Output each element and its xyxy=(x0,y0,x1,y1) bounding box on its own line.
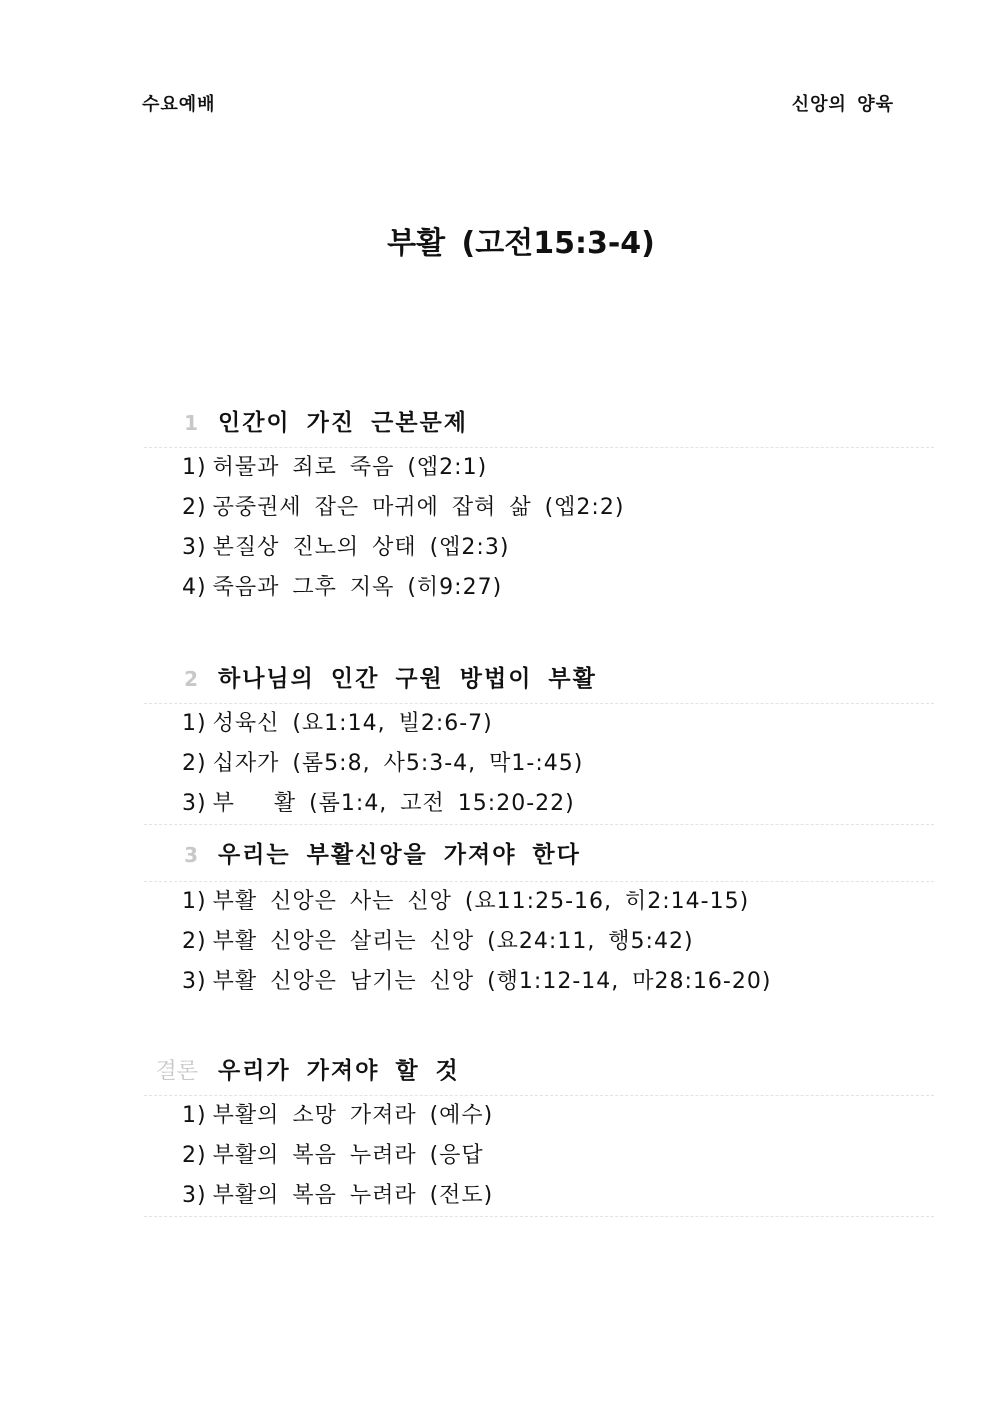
section-1 xyxy=(144,404,934,608)
list-item xyxy=(182,784,934,824)
list-item xyxy=(182,882,934,922)
item-number: 2) xyxy=(182,495,207,520)
conclusion-label: 결론 xyxy=(155,1059,198,1084)
section-number: 2 xyxy=(184,667,198,691)
section-2-heading xyxy=(144,660,934,704)
header-service-name: 수요예배 xyxy=(142,94,216,115)
section-title: 우리는 부활신앙을 가져야 한다 xyxy=(218,842,581,868)
section-title: 우리가 가져야 할 것 xyxy=(218,1058,460,1084)
list-item xyxy=(182,1136,934,1176)
section-1-items xyxy=(144,448,934,608)
item-number: 3) xyxy=(182,1183,207,1208)
section-conclusion xyxy=(144,1052,934,1217)
list-item xyxy=(182,528,934,568)
section-title: 하나님의 인간 구원 방법이 부활 xyxy=(218,666,597,692)
item-number: 2) xyxy=(182,1143,207,1168)
item-number: 4) xyxy=(182,575,207,600)
item-number: 1) xyxy=(182,711,207,736)
item-text: 공중권세 잡은 마귀에 잡혀 삶 (엡2:2) xyxy=(212,495,625,520)
item-number: 3) xyxy=(182,535,207,560)
item-text: 부활 신앙은 남기는 신앙 (행1:12-14, 마28:16-20) xyxy=(212,969,772,994)
item-text: 부 활 (롬1:4, 고전 15:20-22) xyxy=(212,791,575,816)
section-title: 인간이 가진 근본문제 xyxy=(218,410,468,436)
section-2-items xyxy=(144,704,934,825)
section-3-heading xyxy=(144,836,934,882)
item-number: 2) xyxy=(182,751,207,776)
conclusion-items xyxy=(144,1096,934,1217)
item-text: 부활의 복음 누려라 (전도) xyxy=(212,1183,494,1208)
item-text: 허물과 죄로 죽음 (엡2:1) xyxy=(212,455,488,480)
item-text: 부활의 소망 가져라 (예수) xyxy=(212,1103,494,1128)
list-item xyxy=(182,1176,934,1216)
section-3 xyxy=(144,836,934,1002)
list-item xyxy=(182,962,934,1002)
item-text: 부활 신앙은 살리는 신앙 (요24:11, 행5:42) xyxy=(212,929,694,954)
item-text: 성육신 (요1:14, 빌2:6-7) xyxy=(212,711,493,736)
item-text: 죽음과 그후 지옥 (히9:27) xyxy=(212,575,503,600)
section-2 xyxy=(144,660,934,825)
item-number: 3) xyxy=(182,791,207,816)
list-item xyxy=(182,1096,934,1136)
item-text: 부활의 복음 누려라 (응답 xyxy=(212,1143,484,1168)
item-number: 3) xyxy=(182,969,207,994)
list-item xyxy=(182,922,934,962)
item-text: 십자가 (롬5:8, 사5:3-4, 막1-:45) xyxy=(212,751,584,776)
list-item xyxy=(182,448,934,488)
header-series-name: 신앙의 양육 xyxy=(791,94,894,115)
item-number: 1) xyxy=(182,889,207,914)
sermon-title: 부활 (고전15:3-4) xyxy=(387,226,655,261)
item-text: 본질상 진노의 상태 (엡2:3) xyxy=(212,535,510,560)
item-number: 1) xyxy=(182,1103,207,1128)
list-item xyxy=(182,704,934,744)
list-item xyxy=(182,568,934,608)
item-text: 부활 신앙은 사는 신앙 (요11:25-16, 히2:14-15) xyxy=(212,889,750,914)
section-1-heading xyxy=(144,404,934,448)
list-item xyxy=(182,744,934,784)
item-number: 2) xyxy=(182,929,207,954)
section-3-items xyxy=(144,882,934,1002)
section-number: 1 xyxy=(184,411,198,435)
item-number: 1) xyxy=(182,455,207,480)
list-item xyxy=(182,488,934,528)
conclusion-heading xyxy=(144,1052,934,1096)
section-number: 3 xyxy=(184,843,198,867)
